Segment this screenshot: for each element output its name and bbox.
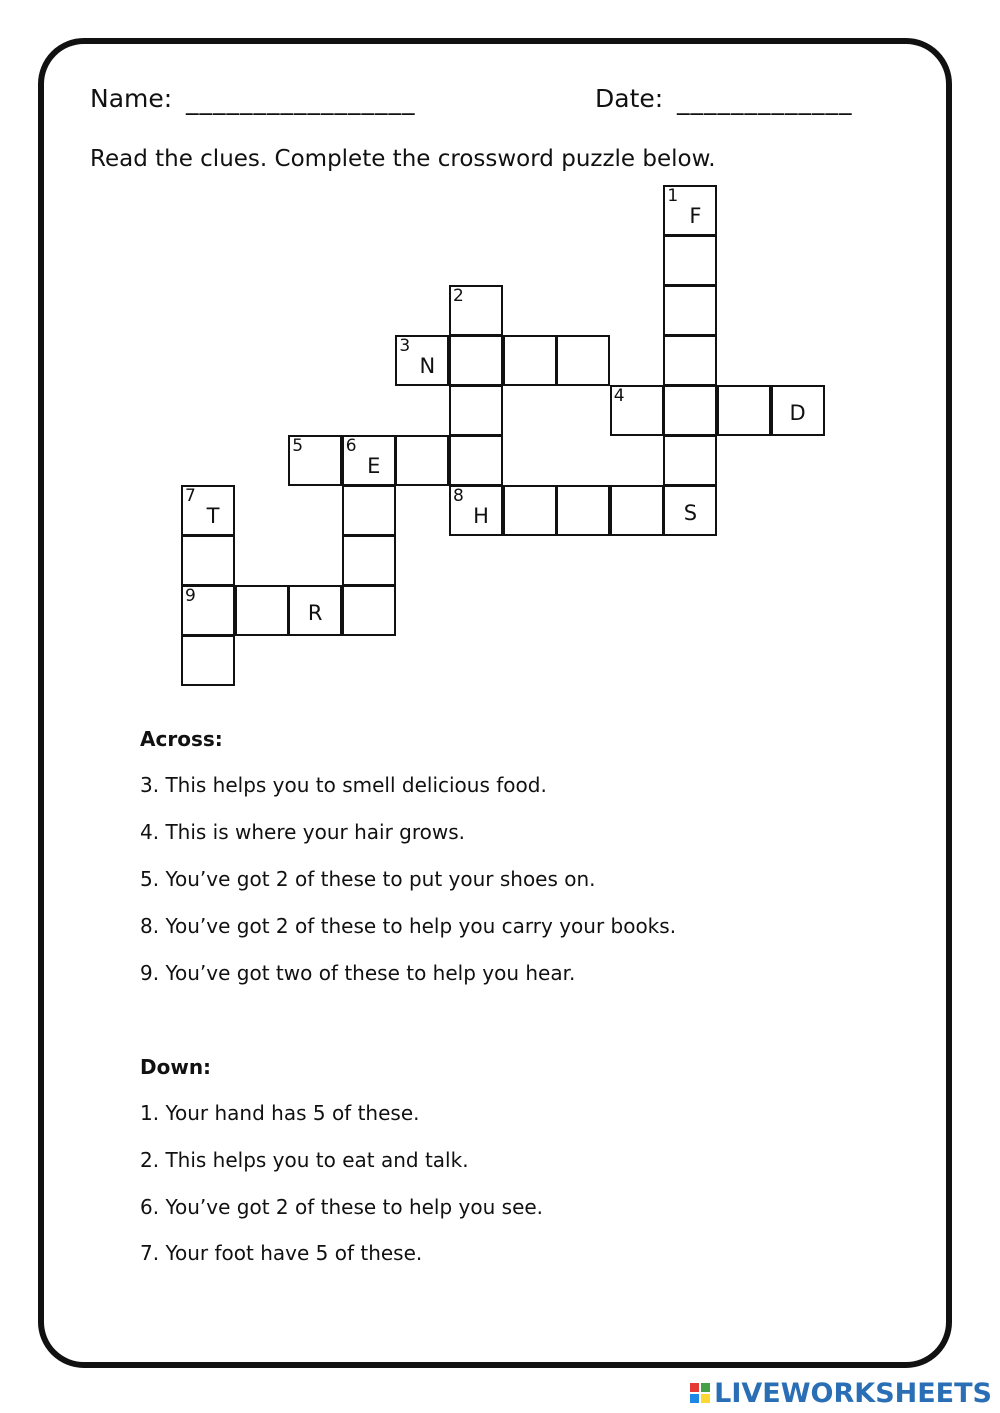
crossword-cell[interactable]: [663, 285, 717, 336]
down-clue: 6. You’ve got 2 of these to help you see.: [140, 1195, 544, 1219]
across-heading: Across:: [140, 727, 223, 751]
crossword-cell[interactable]: [503, 335, 557, 386]
crossword-cell[interactable]: [556, 335, 610, 386]
crossword-cell[interactable]: [663, 235, 717, 286]
name-label: Name:: [90, 84, 173, 113]
crossword-cell[interactable]: [342, 585, 396, 636]
crossword-cell[interactable]: [449, 335, 503, 386]
crossword-cell[interactable]: [181, 485, 235, 536]
given-letter: H: [473, 504, 489, 528]
clue-number: 4: [613, 386, 625, 406]
down-heading: Down:: [140, 1055, 212, 1079]
crossword-cell[interactable]: [449, 435, 503, 486]
crossword-cell[interactable]: [610, 485, 664, 536]
name-field[interactable]: _________________: [186, 86, 416, 115]
logo-square: [701, 1394, 710, 1403]
crossword-cell[interactable]: [342, 535, 396, 586]
crossword-cell[interactable]: [556, 485, 610, 536]
clue-number: 7: [185, 486, 196, 506]
logo-square: [690, 1394, 699, 1403]
given-letter: T: [206, 504, 220, 528]
clue-number: 2: [453, 286, 464, 306]
across-clue: 4. This is where your hair grows.: [140, 820, 466, 844]
across-clue: 8. You’ve got 2 of these to help you carry your books.: [140, 914, 677, 938]
crossword-cell[interactable]: [181, 535, 235, 586]
logo-text: LIVEWORKSHEETS: [714, 1377, 992, 1409]
crossword-cell[interactable]: [663, 185, 717, 236]
clue-number: 6: [345, 436, 357, 456]
clue-number: 5: [292, 436, 304, 456]
clue-number: 3: [399, 336, 411, 356]
crossword-cell[interactable]: [610, 385, 664, 436]
given-letter: R: [307, 601, 323, 625]
across-clue: 3. This helps you to smell delicious food.: [140, 773, 547, 797]
crossword-cell[interactable]: [395, 435, 449, 486]
crossword-cell[interactable]: [771, 385, 825, 436]
crossword-cell[interactable]: [181, 635, 235, 686]
given-letter: S: [683, 501, 698, 525]
given-letter: F: [689, 204, 702, 228]
across-clue: 5. You’ve got 2 of these to put your shoes on.: [140, 867, 596, 891]
crossword-cell[interactable]: [395, 335, 449, 386]
down-clue: 7. Your foot have 5 of these.: [140, 1241, 423, 1265]
across-clue: 9. You’ve got two of these to help you hear.: [140, 961, 576, 985]
crossword-cell[interactable]: [663, 335, 717, 386]
clue-number: 9: [185, 586, 196, 606]
instructions: Read the clues. Complete the crossword puzzle below.: [90, 146, 716, 172]
crossword-cell[interactable]: [663, 385, 717, 436]
crossword-cell[interactable]: [181, 585, 235, 636]
crossword-cell[interactable]: [663, 435, 717, 486]
crossword-cell[interactable]: [449, 385, 503, 436]
crossword-cell[interactable]: [717, 385, 771, 436]
crossword-cell[interactable]: [288, 435, 342, 486]
clue-number: 1: [667, 186, 679, 206]
logo-mark-icon: [690, 1383, 710, 1403]
crossword-cell[interactable]: [288, 585, 342, 636]
crossword-cell[interactable]: [235, 585, 289, 636]
logo-square: [690, 1383, 699, 1392]
date-label: Date:: [595, 84, 664, 113]
given-letter: N: [419, 354, 436, 378]
crossword-cell[interactable]: [449, 285, 503, 336]
crossword-cell[interactable]: [503, 485, 557, 536]
given-letter: E: [367, 454, 381, 478]
crossword-cell[interactable]: [342, 435, 396, 486]
down-clue: 1. Your hand has 5 of these.: [140, 1101, 420, 1125]
crossword-cell[interactable]: [449, 485, 503, 536]
liveworksheets-logo: [690, 1376, 992, 1410]
crossword-cell[interactable]: [663, 485, 717, 536]
clue-number: 8: [453, 486, 464, 506]
down-clue: 2. This helps you to eat and talk.: [140, 1148, 469, 1172]
date-field[interactable]: _____________: [677, 86, 853, 115]
logo-square: [701, 1383, 710, 1392]
crossword-cell[interactable]: [342, 485, 396, 536]
given-letter: D: [789, 401, 806, 425]
